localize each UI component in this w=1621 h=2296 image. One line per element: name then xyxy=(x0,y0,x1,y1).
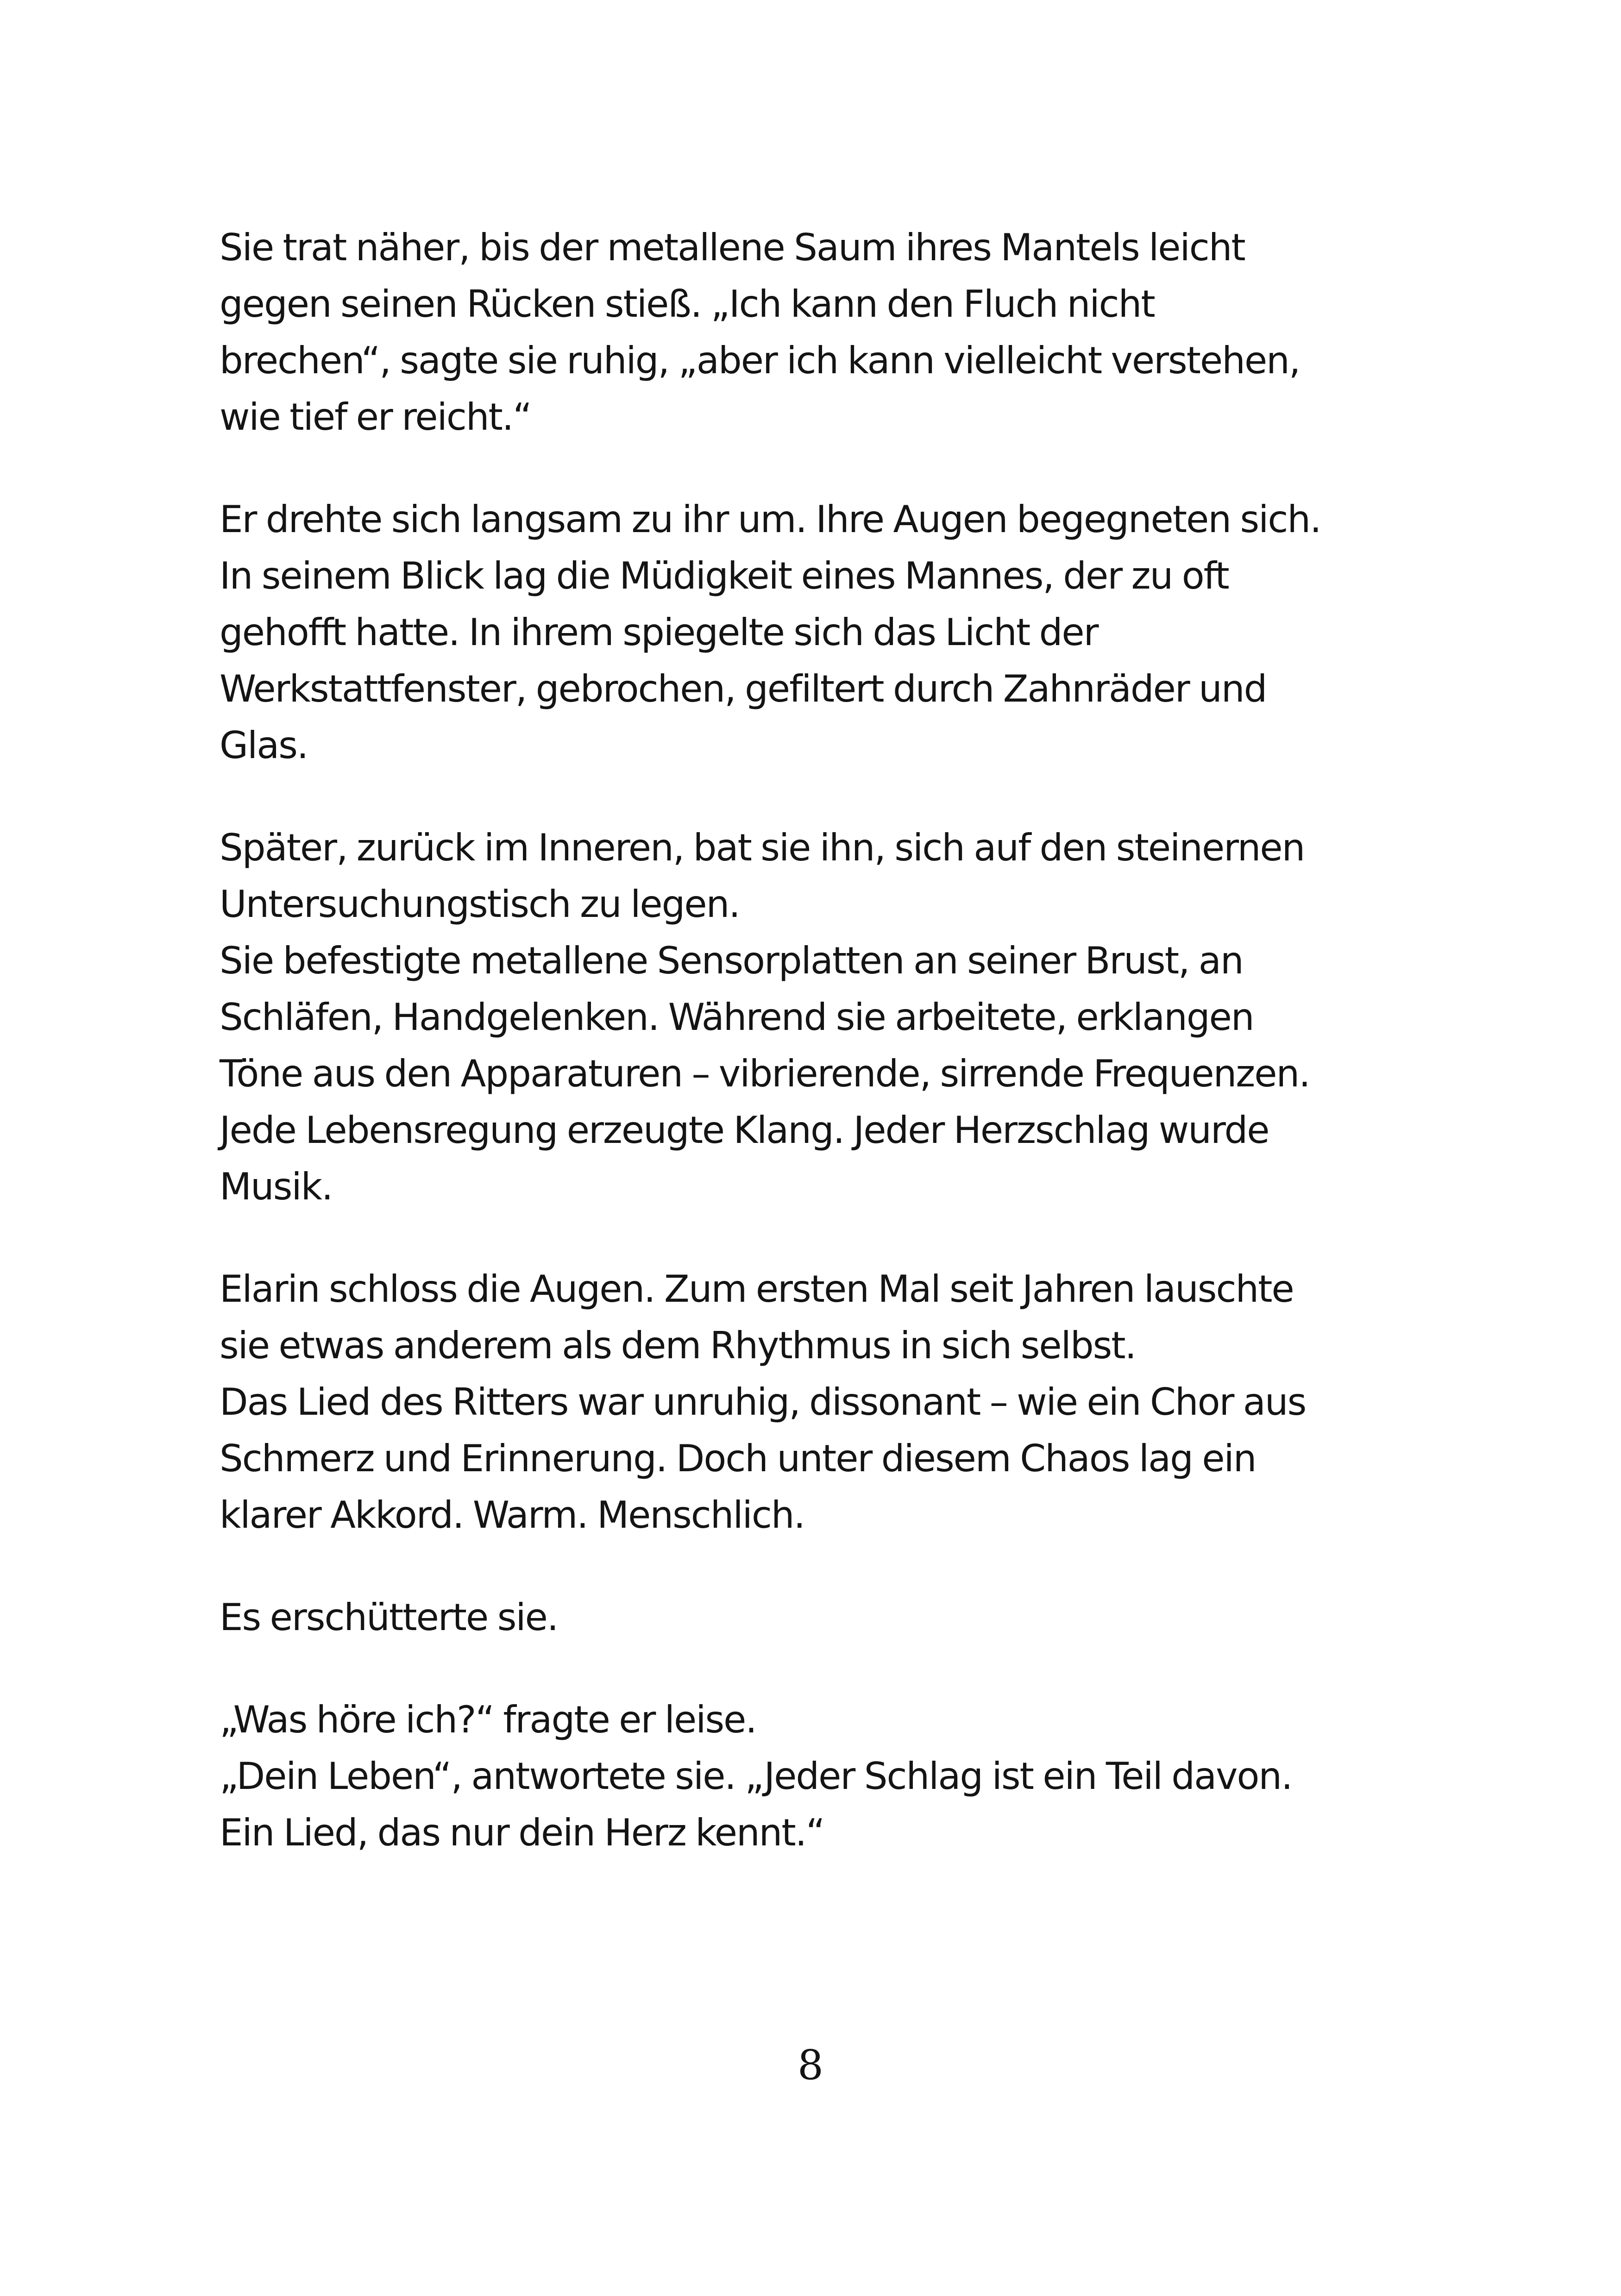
text-line: klarer Akkord. Warm. Menschlich. xyxy=(220,1493,805,1537)
paragraph xyxy=(220,1261,1424,1543)
text-line: wie tief er reicht.“ xyxy=(220,395,531,439)
text-line: Schläfen, Handgelenken. Während sie arbeitete, erklangen xyxy=(220,996,1254,1039)
text-line: „Was höre ich?“ fragte er leise. xyxy=(220,1698,756,1741)
text-line: Musik. xyxy=(220,1165,333,1208)
paragraph xyxy=(220,220,1424,445)
text-line: Sie befestigte metallene Sensorplatten an seiner Brust, an xyxy=(220,939,1243,982)
text-line: sie etwas anderem als dem Rhythmus in sich selbst. xyxy=(220,1324,1136,1367)
paragraph xyxy=(220,1589,1424,1646)
text-line: Glas. xyxy=(220,724,308,767)
text-line: Das Lied des Ritters war unruhig, dissonant – wie ein Chor aus xyxy=(220,1380,1306,1424)
text-line: gehofft hatte. In ihrem spiegelte sich das Licht der xyxy=(220,611,1098,654)
text-line: gegen seinen Rücken stieß. „Ich kann den Fluch nicht xyxy=(220,282,1155,326)
text-line: Es erschütterte sie. xyxy=(220,1596,558,1639)
page-number: 8 xyxy=(798,2041,823,2089)
text-line: Ein Lied, das nur dein Herz kennt.“ xyxy=(220,1811,824,1854)
text-line: Schmerz und Erinnerung. Doch unter diesem Chaos lag ein xyxy=(220,1437,1256,1480)
text-line: Töne aus den Apparaturen – vibrierende, sirrende Frequenzen. xyxy=(220,1052,1310,1095)
paragraph xyxy=(220,1692,1424,1861)
paragraph xyxy=(220,820,1424,1215)
body-text xyxy=(220,220,1424,1907)
text-line: „Dein Leben“, antwortete sie. „Jeder Schlag ist ein Teil davon. xyxy=(220,1755,1292,1798)
text-line: Später, zurück im Inneren, bat sie ihn, sich auf den steinernen xyxy=(220,826,1305,869)
text-line: Jede Lebensregung erzeugte Klang. Jeder Herzschlag wurde xyxy=(220,1109,1269,1152)
text-line: Werkstattfenster, gebrochen, gefiltert durch Zahnräder und xyxy=(220,667,1267,710)
paragraph xyxy=(220,491,1424,774)
text-line: brechen“, sagte sie ruhig, „aber ich kann vielleicht verstehen, xyxy=(220,339,1300,382)
text-line: Er drehte sich langsam zu ihr um. Ihre Augen begegneten sich. xyxy=(220,498,1321,541)
text-line: In seinem Blick lag die Müdigkeit eines Mannes, der zu oft xyxy=(220,554,1229,597)
text-line: Untersuchungstisch zu legen. xyxy=(220,883,740,926)
text-line: Elarin schloss die Augen. Zum ersten Mal seit Jahren lauschte xyxy=(220,1267,1294,1311)
text-line: Sie trat näher, bis der metallene Saum ihres Mantels leicht xyxy=(220,226,1245,269)
